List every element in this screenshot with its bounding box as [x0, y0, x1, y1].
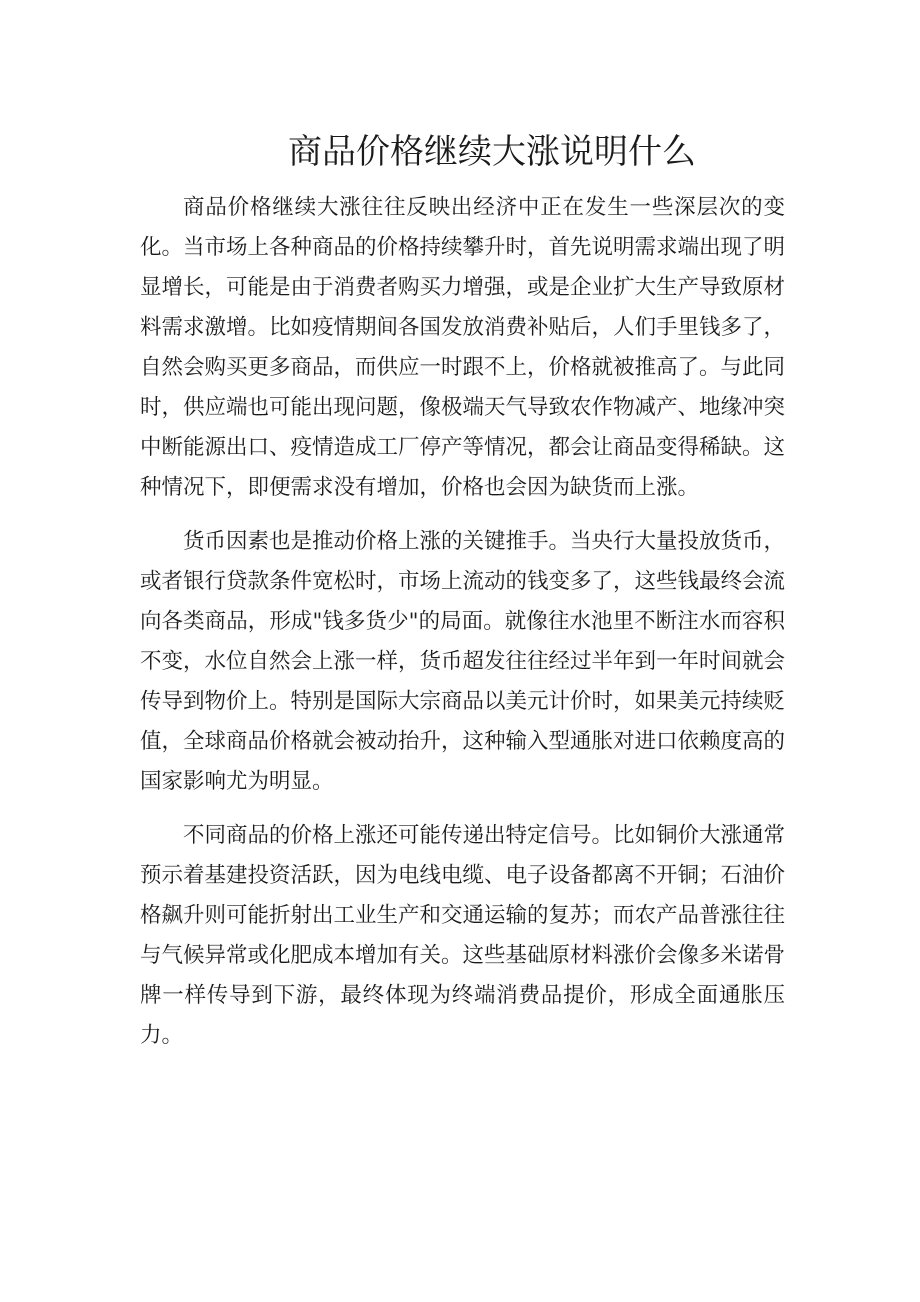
- paragraph-3: 不同商品的价格上涨还可能传递出特定信号。比如铜价大涨通常预示着基建投资活跃，因为电线电缆、电子设备都离不开铜；石油价格飙升则可能折射出工业生产和交通运输的复苏；而农产品普涨往往与气候异常或化肥成本增加有关。这些基础原材料涨价会像多米诺骨牌一样传导到下游，最终体现为终端消费品提价，形成全面通胀压力。: [140, 823, 786, 1048]
- document-title: 商品价格继续大涨说明什么: [288, 132, 696, 172]
- document-body: [140, 188, 785, 1070]
- paragraph-1: 商品价格继续大涨往往反映出经济中正在发生一些深层次的变化。当市场上各种商品的价格持续攀升时，首先说明需求端出现了明显增长，可能是由于消费者购买力增强，或是企业扩大生产导致原材料需求激增。比如疫情期间各国发放消费补贴后，人们手里钱多了，自然会购买更多商品，而供应一时跟不上，价格就被推高了。与此同时，供应端也可能出现问题，像极端天气导致农作物减产、地缘冲突中断能源出口、疫情造成工厂停产等情况，都会让商品变得稀缺。这种情况下，即便需求没有增加，价格也会因为缺货而上涨。: [140, 195, 786, 500]
- paragraph-2: 货币因素也是推动价格上涨的关键推手。当央行大量投放货币，或者银行贷款条件宽松时，市场上流动的钱变多了，这些钱最终会流向各类商品，形成"钱多货少"的局面。就像往水池里不断注水而容积不变，水位自然会上涨一样，货币超发往往经过半年到一年时间就会传导到物价上。特别是国际大宗商品以美元计价时，如果美元持续贬值，全球商品价格就会被动抬升，这种输入型通胀对进口依赖度高的国家影响尤为明显。: [140, 529, 786, 794]
